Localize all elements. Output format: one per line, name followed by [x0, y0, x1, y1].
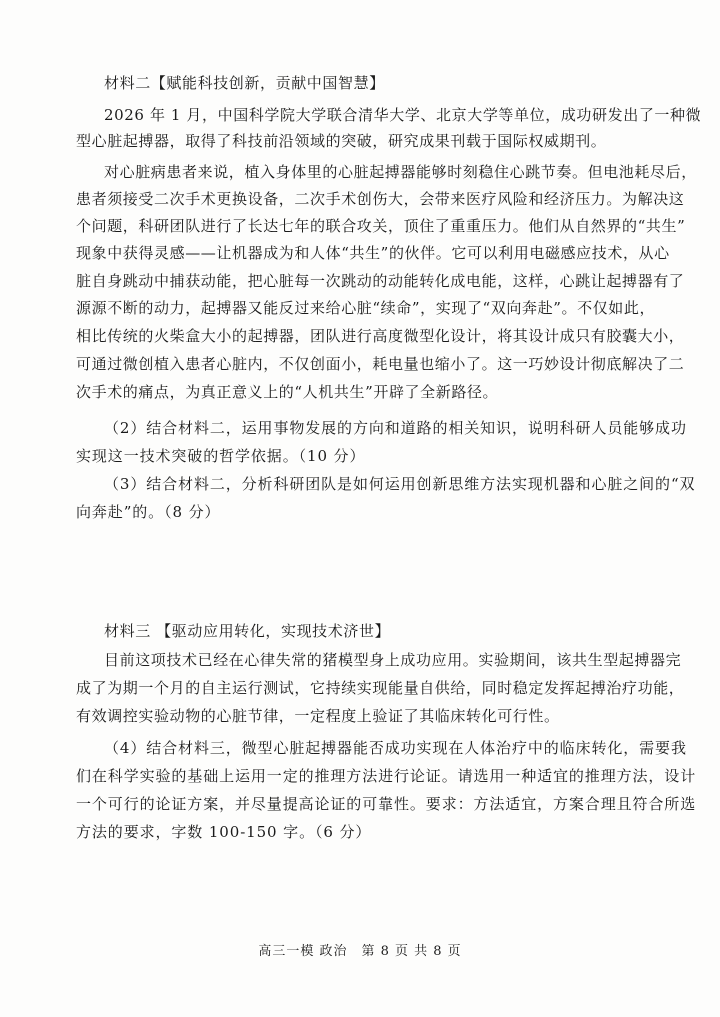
page-footer: 高三一模 政治 第 8 页 共 8 页: [258, 944, 462, 959]
material-three-heading: 材料三 【驱动应用转化，实现技术济世】: [104, 622, 391, 640]
material-two-line: 可通过微创植入患者心脏内，不仅创面小，耗电量也缩小了。这一巧妙设计彻底解决了二: [76, 355, 685, 373]
question-line: 们在科学实验的基础上运用一定的推理方法进行论证。请选用一种适宜的推理方法，设计: [76, 767, 697, 785]
material-three-line: 成了为期一个月的自主运行测试，它持续实现能量自供给，同时稳定发挥起搏治疗功能，: [76, 679, 685, 697]
material-two-line: 对心脏病患者来说，植入身体里的心脏起搏器能够时刻稳住心跳节奏。但电池耗尽后，: [104, 163, 697, 181]
material-two-line: 相比传统的火柴盒大小的起搏器，团队进行高度微型化设计，将其设计成只有胶囊大小，: [76, 327, 685, 345]
material-two-line: 个问题，科研团队进行了长达七年的联合攻关，顶住了重重压力。他们从自然界的“共生”: [76, 217, 686, 235]
question-line: （4）结合材料三，微型心脏起搏器能否成功实现在人体治疗中的临床转化，需要我: [104, 739, 687, 757]
material-two-line: 现象中获得灵感——让机器成为和人体“共生”的伙伴。它可以利用电磁感应技术，从心: [76, 244, 670, 262]
question-line: （2）结合材料二，运用事物发展的方向和道路的相关知识，说明科研人员能够成功: [104, 419, 687, 437]
material-three-line: 目前这项技术已经在心律失常的猪模型身上成功应用。实验期间，该共生型起搏器完: [104, 651, 682, 669]
question-line: 向奔赴”的。（8 分）: [76, 503, 221, 521]
question-line: 方法的要求，字数 100-150 字。（6 分）: [76, 823, 372, 841]
question-line: （3）结合材料二，分析科研团队是如何运用创新思维方法实现机器和心脏之间的“双: [104, 475, 696, 493]
question-line: 一个可行的论证方案，并尽量提高论证的可靠性。要求：方法适宜，方案合理且符合所选: [76, 795, 697, 813]
material-two-heading: 材料二【赋能科技创新，贡献中国智慧】: [104, 74, 385, 92]
material-two-line: 脏自身跳动中捕获动能，把心脏每一次跳动的动能转化成电能，这样，心跳让起搏器有了: [76, 272, 685, 290]
material-two-line: 型心脏起搏器，取得了科技前沿领域的突破，研究成果刊载于国际权威期刊。: [76, 132, 607, 150]
material-two-line: 次手术的痛点，为真正意义上的“人机共生”开辟了全新路径。: [76, 383, 499, 401]
material-three-line: 有效调控实验动物的心脏节律，一定程度上验证了其临床转化可行性。: [76, 707, 560, 725]
material-two-line: 源源不断的动力，起搏器又能反过来给心脏“续命”，实现了“双向奔赴”。不仅如此，: [76, 299, 656, 317]
material-two-line: 患者须接受二次手术更换设备，二次手术创伤大，会带来医疗风险和经济压力。为解决这: [76, 190, 685, 208]
material-two-line: 2026 年 1 月，中国科学院大学联合清华大学、北京大学等单位，成功研发出了一种微: [104, 106, 702, 124]
question-line: 实现这一技术突破的哲学依据。（10 分）: [76, 447, 366, 465]
